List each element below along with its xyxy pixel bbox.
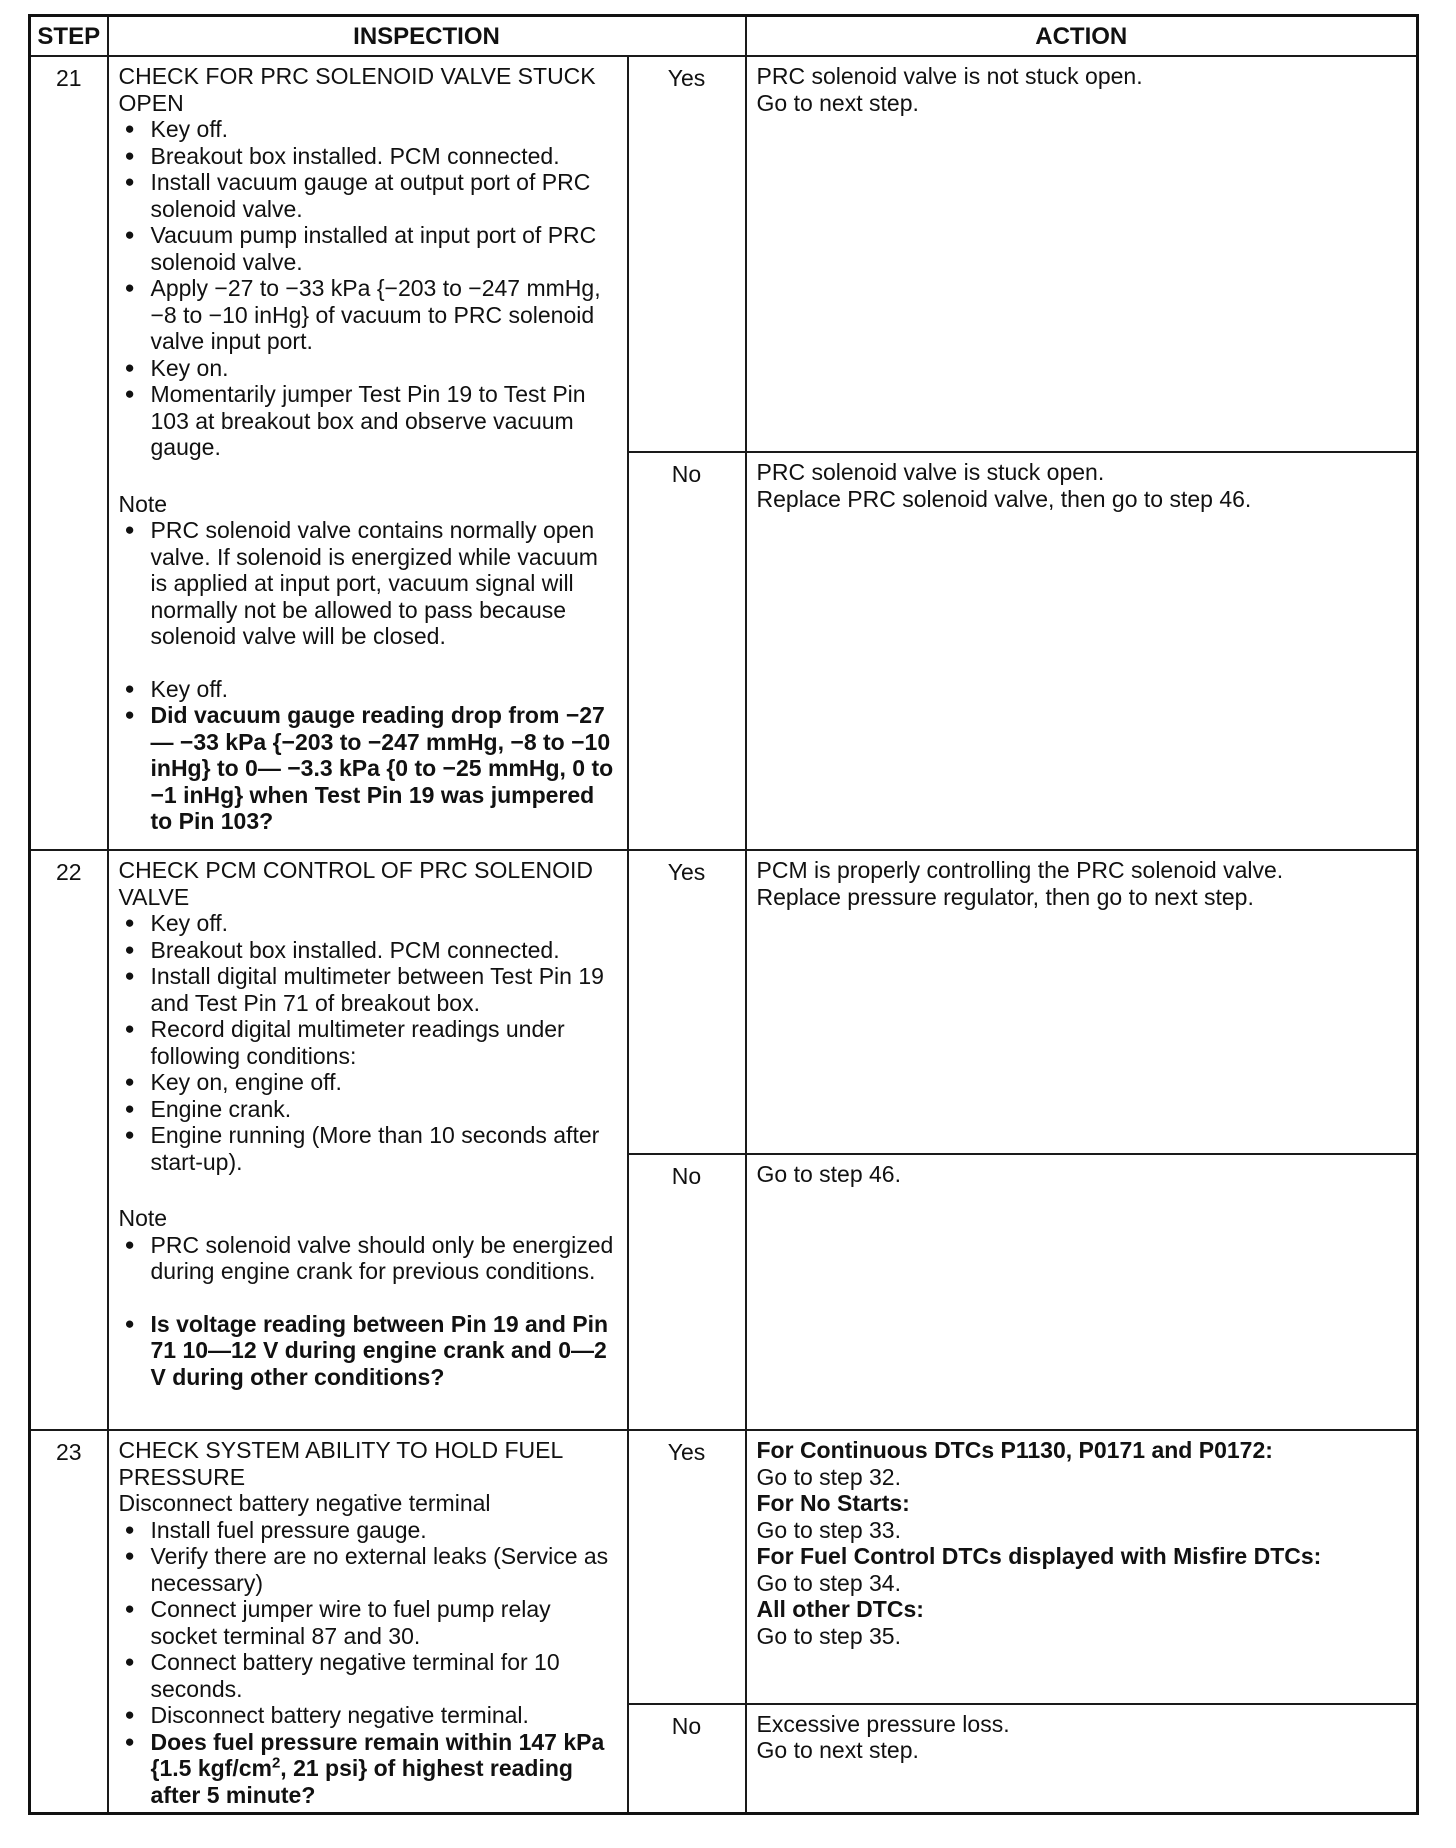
inspection-title: CHECK PCM CONTROL OF PRC SOLENOID VALVE <box>118 857 594 910</box>
diagnostic-table <box>28 14 1419 1815</box>
list-item: ● Connect battery negative terminal for 10 seconds. <box>119 1649 619 1702</box>
header-action: ACTION <box>746 16 1418 57</box>
result-yes-label: Yes <box>628 1430 746 1704</box>
result-no-label: No <box>628 1154 746 1430</box>
action-no <box>746 1154 1418 1430</box>
result-no-label: No <box>628 1704 746 1814</box>
action-heading: For Continuous DTCs P1130, P0171 and P0172: <box>756 1437 1273 1463</box>
note-bullets <box>119 517 619 650</box>
action-heading: For No Starts: <box>756 1490 910 1516</box>
step-number: 23 <box>30 1430 108 1814</box>
question-part: Does fuel pressure remain within 147 kPa {1.5 kgf/cm <box>150 1728 605 1781</box>
inspection-question: ● Did vacuum gauge reading drop from −27— −33 kPa {−203 to −247 mmHg, −8 to −10 inHg} to 0— −3.3 kPa {0 to −25 mmHg, 0 to −1 inHg} when Test Pin 19 was jumpered to Pin 103? <box>119 702 619 835</box>
action-line: Go to next step. <box>756 1737 919 1764</box>
result-yes-label: Yes <box>628 56 746 452</box>
result-yes-label: Yes <box>628 850 746 1154</box>
action-yes <box>746 1430 1418 1704</box>
list-item: ● Vacuum pump installed at input port of PRC solenoid valve. <box>119 222 619 275</box>
action-line: Replace pressure regulator, then go to next step. <box>756 883 1254 910</box>
action-line: Go to step 35. <box>756 1622 901 1649</box>
list-item: ● Breakout box installed. PCM connected. <box>119 143 619 170</box>
header-step: STEP <box>30 16 108 57</box>
list-item: ● Key on, engine off. <box>119 1069 619 1096</box>
list-item: ● Momentarily jumper Test Pin 19 to Test Pin 103 at breakout box and observe vacuum gauge. <box>119 381 619 461</box>
question-part: , 21 psi} of highest reading after 5 minute? <box>150 1755 573 1808</box>
list-item: ● Verify there are no external leaks (Service as necessary) <box>119 1543 619 1596</box>
inspection-bullets <box>119 910 619 1175</box>
action-heading: All other DTCs: <box>756 1596 924 1622</box>
list-item: ● Apply −27 to −33 kPa {−203 to −247 mmHg, −8 to −10 inHg} of vacuum to PRC solenoid valve input port. <box>119 275 619 355</box>
inspection-bullets <box>119 1517 619 1809</box>
action-line: PRC solenoid valve is stuck open. <box>756 459 1105 485</box>
inspection-cell <box>108 1430 628 1814</box>
list-item: ● Key off. <box>119 910 619 937</box>
action-no <box>746 1704 1418 1814</box>
list-item: ● Engine running (More than 10 seconds after start-up). <box>119 1122 619 1175</box>
question-superscript: 2 <box>271 1754 281 1772</box>
list-item: ● Key on. <box>119 355 619 382</box>
inspection-title: CHECK FOR PRC SOLENOID VALVE STUCK OPEN <box>118 63 596 116</box>
list-item: ● Engine crank. <box>119 1096 619 1123</box>
inspection-question: ● Is voltage reading between Pin 19 and Pin 71 10—12 V during engine crank and 0—2 V during other conditions? <box>119 1311 619 1391</box>
inspection-cell <box>108 850 628 1430</box>
action-yes <box>746 850 1418 1154</box>
action-line: Excessive pressure loss. <box>756 1710 1010 1737</box>
step-23-yes-row <box>30 1430 1418 1704</box>
step-21-yes-row <box>30 56 1418 452</box>
note-label: Note <box>118 490 168 517</box>
step-number: 21 <box>30 56 108 850</box>
header-row <box>30 16 1418 57</box>
action-line: Go to step 32. <box>756 1463 901 1490</box>
header-inspection: INSPECTION <box>108 16 746 57</box>
diagnostic-table-sheet <box>28 14 1416 1814</box>
note-bullets <box>119 1232 619 1285</box>
action-line: Go to step 33. <box>756 1516 901 1543</box>
inspection-cell <box>108 56 628 850</box>
action-yes <box>746 56 1418 452</box>
action-no <box>746 452 1418 850</box>
list-item: ● Install fuel pressure gauge. <box>119 1517 619 1544</box>
list-item: ● PRC solenoid valve should only be energized during engine crank for previous conditions. <box>119 1232 619 1285</box>
action-line: Go to next step. <box>756 89 919 116</box>
action-line: Replace PRC solenoid valve, then go to step 46. <box>756 485 1252 512</box>
list-item: ● PRC solenoid valve contains normally open valve. If solenoid is energized while vacuum is applied at input port, vacuum signal will normally not be allowed to pass because solenoid valve will be closed. <box>119 517 619 650</box>
note-label: Note <box>118 1205 168 1231</box>
list-item: ● Breakout box installed. PCM connected. <box>119 937 619 964</box>
action-line: Go to step 34. <box>756 1569 901 1596</box>
closing-bullets <box>119 676 619 835</box>
inspection-question <box>119 1729 619 1809</box>
result-no-label: No <box>628 452 746 850</box>
action-line: PCM is properly controlling the PRC solenoid valve. <box>756 857 1284 883</box>
action-line: PRC solenoid valve is not stuck open. <box>756 63 1143 89</box>
list-item: ● Connect jumper wire to fuel pump relay socket terminal 87 and 30. <box>119 1596 619 1649</box>
action-line: Go to step 46. <box>756 1161 901 1187</box>
inspection-bullets <box>119 116 619 461</box>
step-number: 22 <box>30 850 108 1430</box>
inspection-instruction: Disconnect battery negative terminal <box>118 1490 491 1516</box>
list-item: ● Key off. <box>119 676 619 703</box>
list-item: ● Install digital multimeter between Test Pin 19 and Test Pin 71 of breakout box. <box>119 963 619 1016</box>
inspection-title: CHECK SYSTEM ABILITY TO HOLD FUEL PRESSURE <box>118 1437 563 1490</box>
step-22-yes-row <box>30 850 1418 1154</box>
action-heading: For Fuel Control DTCs displayed with Misfire DTCs: <box>756 1543 1322 1569</box>
list-item: ● Record digital multimeter readings under following conditions: <box>119 1016 619 1069</box>
closing-bullets <box>119 1311 619 1391</box>
list-item: ● Disconnect battery negative terminal. <box>119 1702 619 1729</box>
list-item: ● Install vacuum gauge at output port of PRC solenoid valve. <box>119 169 619 222</box>
list-item: ● Key off. <box>119 116 619 143</box>
